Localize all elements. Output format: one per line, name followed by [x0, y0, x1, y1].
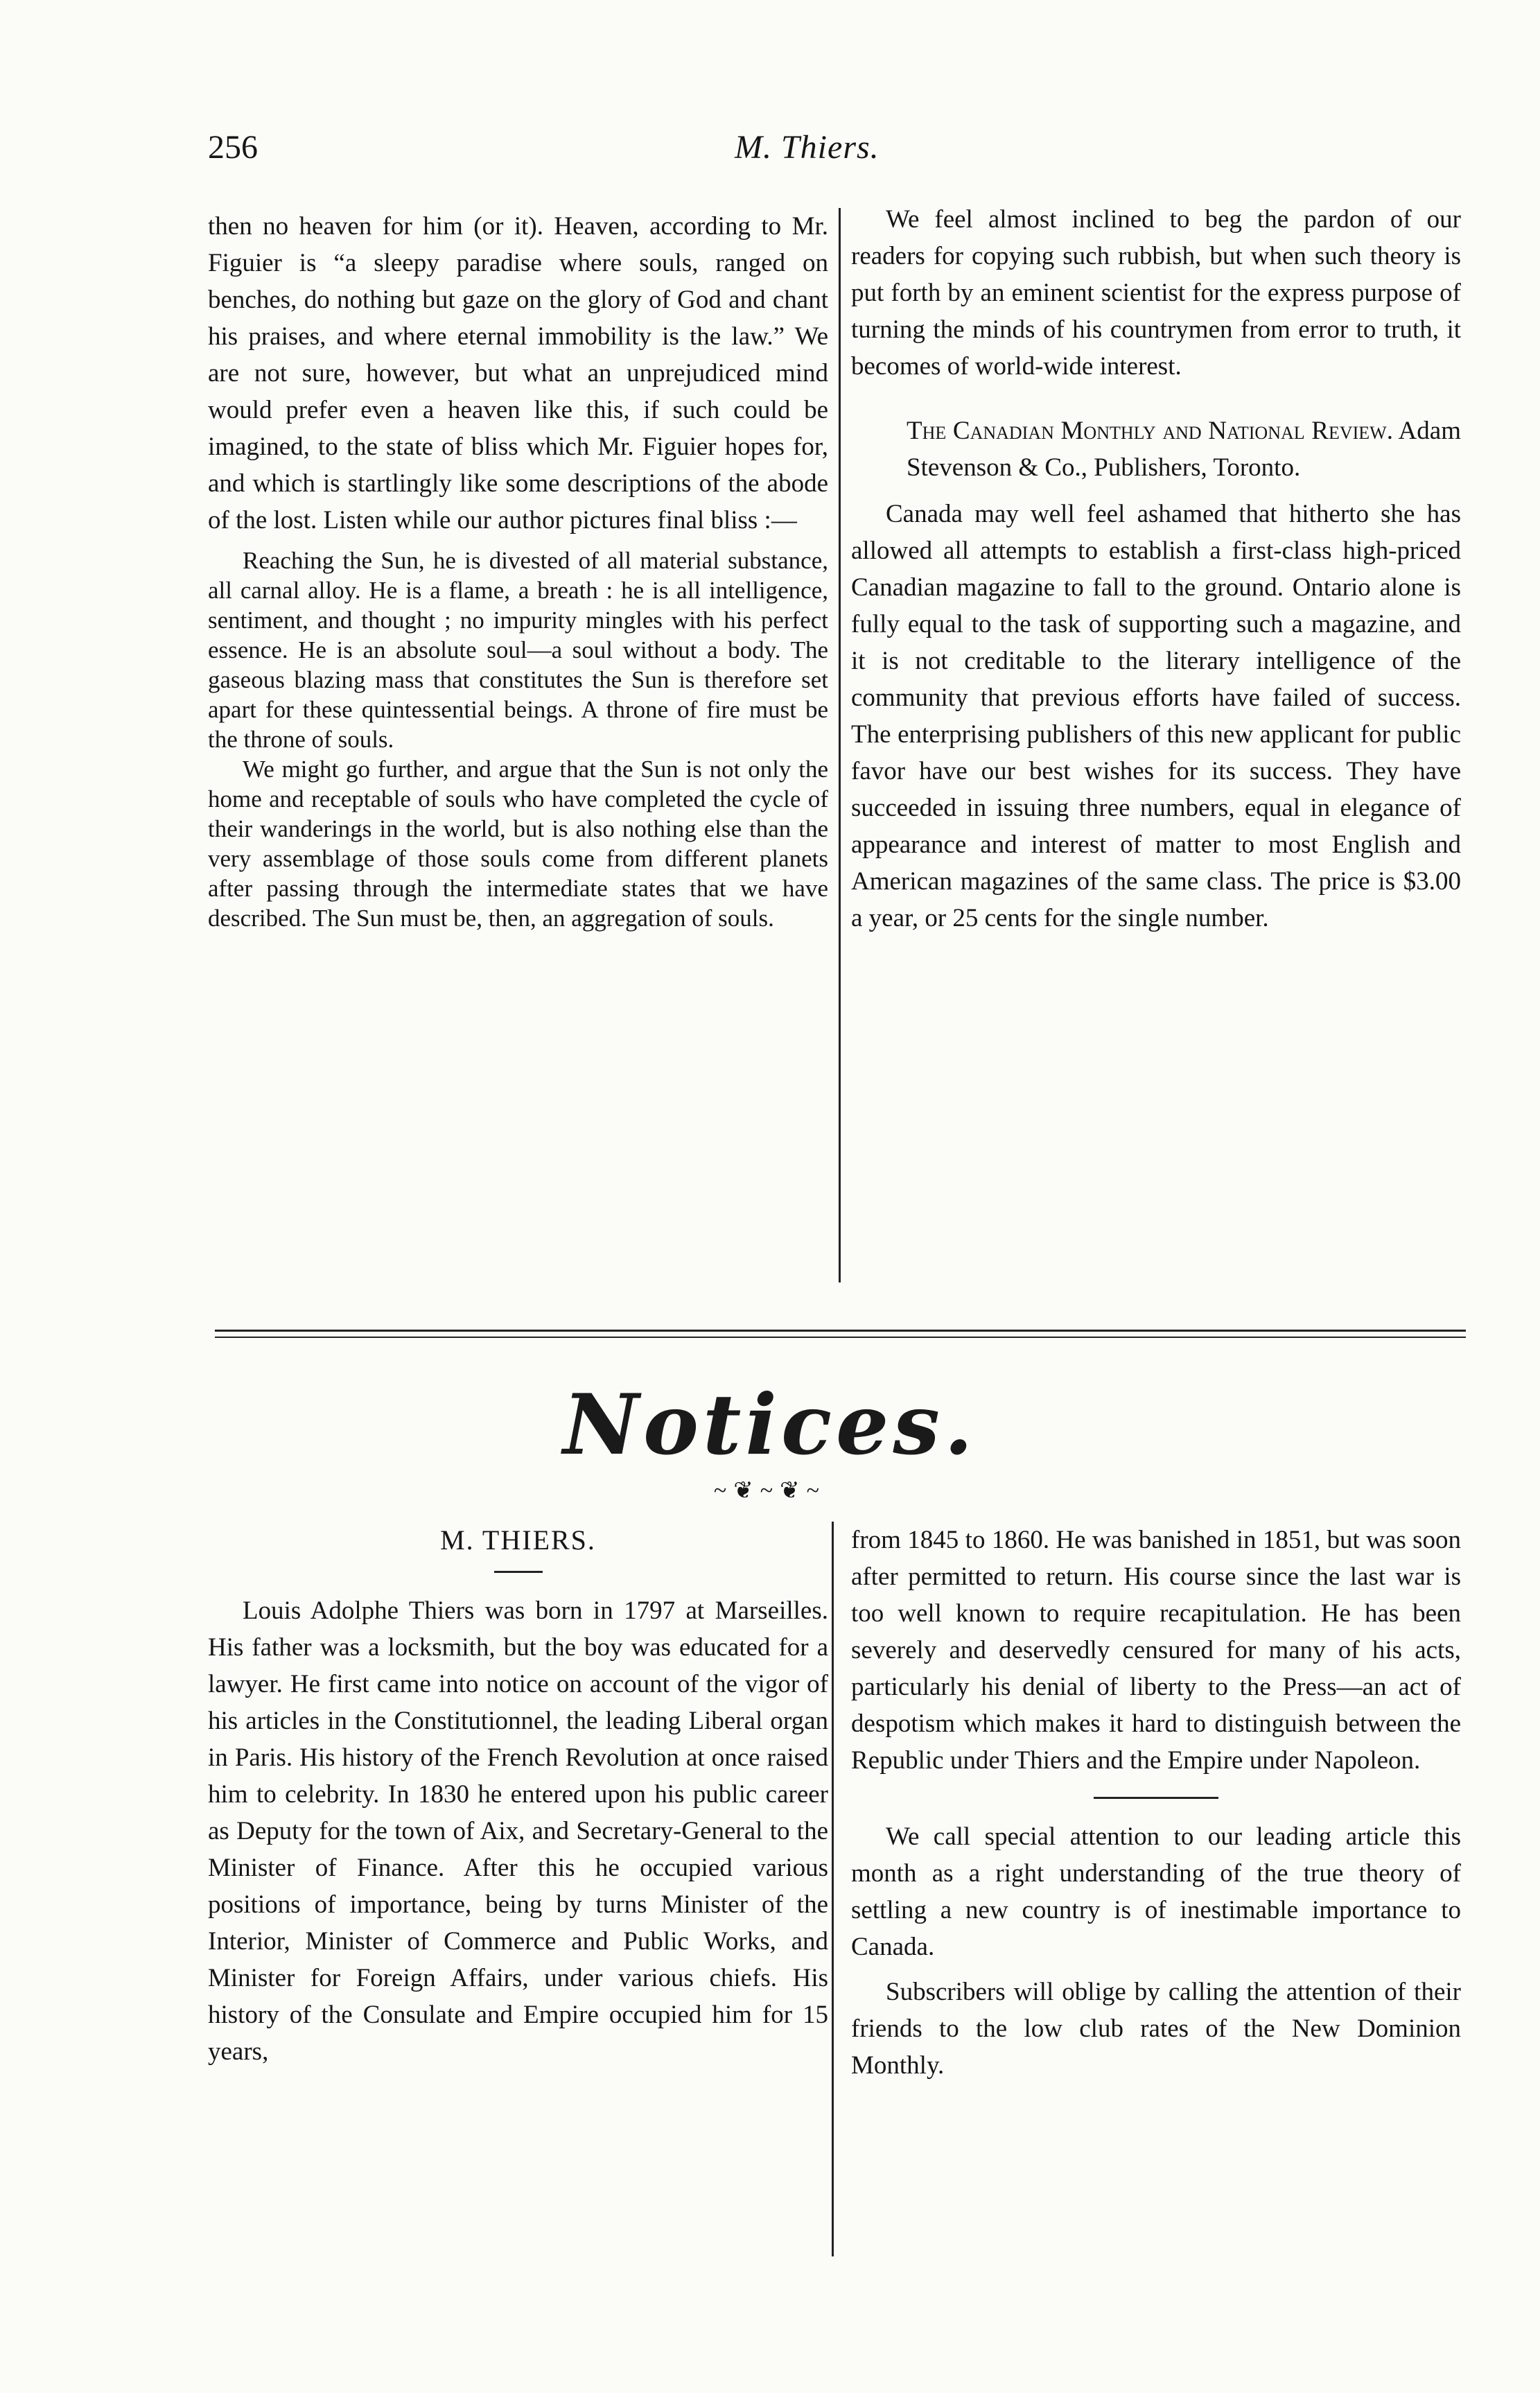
article-paragraph: Louis Adolphe Thiers was born in 1797 at Marseilles. His father was a locksmith, but the boy was educated for a lawyer. He first came into notice on account of the vigor of his articles in the Constitutionnel, the leading Liberal organ in Paris. His history of the French Revolution at once raised him to celebrity. In 1830 he entered upon his public career as Deputy for the town of Aix, and Secretary-General to the Minister of Finance. After this he occupied various positions of importance, being by turns Minister of the Interior, Minister of Commerce and Public Works, and Minister for Foreign Affairs, under various chiefs. His history of the Consulate and Empire occupied him for 15 years,	[208, 1596, 828, 2066]
block-quote-paragraph: Reaching the Sun, he is divested of all material substance, all carnal alloy. He is a flame, a breath : he is all intelligence, sentiment, and thought ; no impurity mingles with his perfect essence. He is an absolute soul—a soul without a body. The gaseous blazing mass that constitutes the Sun is therefore set apart for these quintessential beings. A throne of fire must be the throne of souls.	[208, 547, 828, 753]
notice-paragraph: Subscribers will oblige by calling the attention of their friends to the low club rates of the New Dominion Monthly.	[851, 1978, 1461, 2080]
upper-left-column	[208, 208, 828, 933]
notice-paragraph: We call special attention to our leading article this month as a right understanding of the true theory of settling a new country is of inestimable importance to Canada.	[851, 1822, 1461, 1961]
article-paragraph: from 1845 to 1860. He was banished in 1851, but was soon after permitted to return. His course since the last war is too well known to require recapitulation. He has been severely and deservedly censured for many of his acts, particularly his denial of liberty to the Press—an act of despotism which makes it hard to distinguish between the Republic under Thiers and the Empire under Napoleon.	[851, 1526, 1461, 1775]
running-title: M. Thiers.	[735, 129, 880, 166]
lower-right-column	[851, 1522, 1461, 2084]
section-rule	[215, 1337, 1466, 1338]
heading-rule	[494, 1571, 543, 1573]
block-quote-paragraph: We might go further, and argue that the Sun is not only the home and receptable of souls who have completed the cycle of their wanderings in the world, but is also nothing else than the very assemblage of those souls come from different planets after passing through the intermediate states that we have described. The Sun must be, then, an aggregation of souls.	[208, 756, 828, 932]
review-publisher: Adam Stevenson & Co., Publishers, Toronto.	[907, 417, 1461, 482]
upper-right-column	[851, 201, 1461, 937]
review-title: The Canadian Monthly and National Review.	[907, 417, 1393, 445]
column-divider	[839, 208, 841, 1282]
section-rule	[215, 1330, 1466, 1332]
article-heading: M. THIERS.	[440, 1524, 596, 1556]
ornament-divider: ~❦~❦~	[713, 1478, 827, 1504]
review-heading	[851, 412, 1461, 486]
essay-paragraph: We feel almost inclined to beg the pardon of our readers for copying such rubbish, but when such theory is put forth by an eminent scientist for the express purpose of turning the minds of his countrymen from error to truth, it becomes of world-wide interest.	[851, 205, 1461, 381]
section-title: Notices.	[563, 1376, 977, 1474]
page-number: 256	[208, 129, 258, 166]
lower-left-column	[208, 1522, 828, 2070]
review-paragraph: Canada may well feel ashamed that hitherto she has allowed all attempts to establish a first-class high-priced Canadian magazine to fall to the ground. Ontario alone is fully equal to the task of supporting such a magazine, and it is not creditable to the literary intelligence of the community that previous efforts have failed of success. The enterprising publishers of this new applicant for public favor have our best wishes for its success. They have succeeded in issuing three numbers, equal in elegance of appearance and interest of matter to most English and American magazines of the same class. The price is $3.00 a year, or 25 cents for the single number.	[851, 500, 1461, 932]
essay-paragraph: then no heaven for him (or it). Heaven, according to Mr. Figuier is “a sleepy paradise where souls, ranged on benches, do nothing but gaze on the glory of God and chant his praises, and where eternal immobility is the law.” We are not sure, however, but what an unprejudiced mind would prefer even a heaven like this, if such could be imagined, to the state of bliss which Mr. Figuier hopes for, and which is startlingly like some descriptions of the abode of the lost. Listen while our author pictures final bliss :—	[208, 212, 828, 534]
paragraph-rule	[1094, 1797, 1218, 1799]
column-divider	[832, 1522, 834, 2256]
